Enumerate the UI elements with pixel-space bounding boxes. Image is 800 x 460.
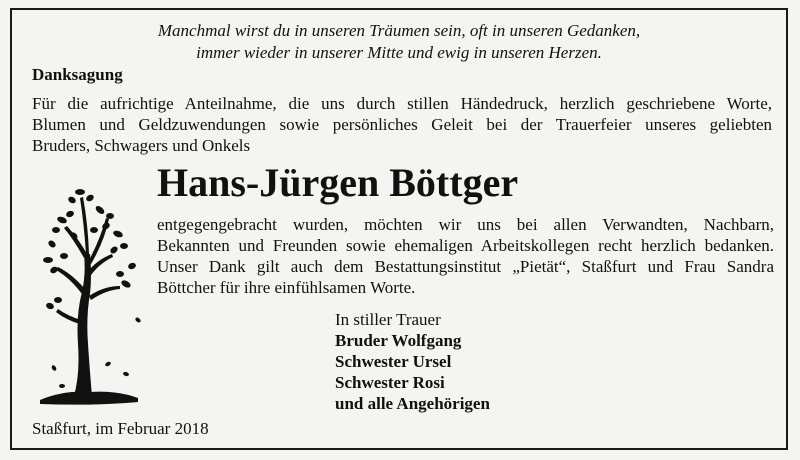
deceased-name: Hans-Jürgen Böttger (157, 160, 519, 205)
thanks-paragraph (157, 214, 774, 298)
motto-verse (12, 20, 786, 64)
notice-heading: Danksagung (32, 65, 123, 84)
obituary-notice (10, 8, 788, 450)
thanks-line: entgegengebracht wurden, möchten wir uns bei allen Verwandten, Nachbarn, (157, 215, 774, 234)
place-date: Staßfurt, im Februar 2018 (32, 419, 209, 438)
intro-line: Bruders, Schwagers und Onkels (32, 136, 251, 155)
signature-block (335, 309, 490, 414)
signature-intro: In stiller Trauer (335, 310, 441, 329)
motto-line: Manchmal wirst du in unseren Träumen sein, oft in unseren Gedanken, (157, 21, 641, 40)
intro-line: Blumen und Geldzuwendungen sowie persönliches Geleit bei der Trauerfeier unseres geliebten (32, 115, 772, 134)
family-member: und alle Angehörigen (335, 394, 490, 413)
family-member: Schwester Ursel (335, 352, 452, 371)
thanks-line: Unser Dank gilt auch dem Bestattungsinstitut „Pietät“, Staßfurt und Frau Sandra (157, 257, 774, 276)
motto-line: immer wieder in unserer Mitte und ewig in unseren Herzen. (196, 43, 602, 62)
tree-icon (34, 174, 146, 406)
thanks-line: Bekannten und Freunden sowie ehemaligen Arbeitskollegen recht herzlich bedanken. (157, 236, 774, 255)
thanks-line: Böttcher für ihre einfühlsamen Worte. (157, 278, 416, 297)
family-member: Schwester Rosi (335, 373, 445, 392)
intro-line: Für die aufrichtige Anteilnahme, die uns durch stillen Händedruck, herzlich geschriebene Worte, (32, 94, 772, 113)
intro-paragraph (32, 93, 772, 156)
family-member: Bruder Wolfgang (335, 331, 462, 350)
